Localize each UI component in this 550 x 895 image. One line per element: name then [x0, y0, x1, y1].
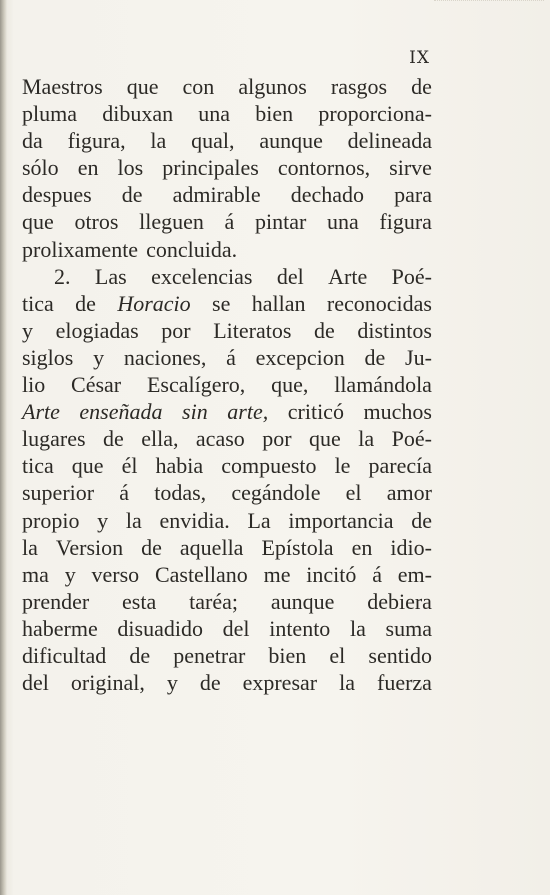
word: me — [263, 561, 291, 587]
word: una — [198, 101, 231, 127]
word: da — [22, 128, 43, 154]
text-line — [22, 208, 432, 235]
word: de — [121, 182, 143, 208]
word: del — [222, 615, 250, 641]
word: y — [64, 561, 76, 587]
word: Literatos — [213, 317, 292, 343]
word: figura — [379, 209, 432, 235]
word: idio- — [390, 534, 432, 560]
word: dechado — [290, 182, 365, 208]
word: distintos — [357, 317, 432, 343]
word: bien — [255, 101, 294, 127]
word: principales — [162, 155, 259, 181]
text-line — [22, 181, 432, 208]
word: taréa; — [189, 588, 238, 614]
word: importancia — [288, 507, 394, 533]
page-edge-mark — [434, 0, 544, 13]
word: parecía — [368, 453, 432, 479]
page-gutter — [0, 0, 7, 895]
word: ma — [22, 561, 49, 587]
text-line — [22, 236, 432, 263]
word: llamándola — [334, 372, 432, 398]
word: prender — [22, 588, 90, 614]
word: criticó — [287, 399, 344, 425]
word: una — [326, 209, 359, 235]
word: reconocidas — [326, 290, 432, 316]
word: la — [358, 426, 375, 452]
word: lleguen — [139, 209, 204, 235]
body-text — [22, 73, 432, 696]
word: incitó — [306, 561, 357, 587]
word: sólo — [22, 155, 59, 181]
word: para — [394, 182, 432, 208]
word: tica — [22, 453, 54, 479]
word: y — [93, 344, 105, 370]
word: intento — [269, 615, 331, 641]
word: con — [182, 74, 215, 99]
word: Ju- — [405, 344, 432, 370]
word: verso — [91, 561, 140, 587]
text-line — [22, 669, 432, 696]
word: en — [77, 155, 99, 181]
text-line — [22, 100, 432, 127]
text-line — [22, 263, 432, 290]
word: de — [364, 344, 386, 370]
word: muchos — [363, 399, 432, 425]
text-line — [22, 452, 432, 479]
text-line — [22, 642, 432, 669]
word: prolixamente — [22, 236, 139, 262]
word: figura, — [67, 128, 126, 154]
word: Castellano — [154, 561, 248, 587]
word: Version — [55, 534, 124, 560]
word: él — [121, 453, 138, 479]
word: penetrar — [173, 642, 246, 668]
word: sirve — [389, 155, 432, 181]
word: haberme — [22, 615, 98, 641]
word: algunos — [238, 74, 307, 99]
word: pluma — [22, 101, 77, 127]
word: excepcion — [255, 344, 345, 370]
word: superior — [22, 480, 95, 506]
text-line — [22, 507, 432, 534]
word: y — [166, 670, 178, 696]
word: la — [22, 534, 38, 560]
text-line — [22, 344, 432, 371]
word: suma — [385, 615, 432, 641]
word: la — [349, 615, 366, 641]
word: contornos, — [277, 155, 371, 181]
word: aquella — [179, 534, 244, 560]
text-line — [22, 73, 432, 100]
word: Maestros — [22, 74, 103, 99]
word: que — [71, 453, 104, 479]
word: de — [141, 534, 162, 560]
word: Las — [94, 263, 127, 289]
word: todas, — [154, 480, 207, 506]
word: 2. — [54, 263, 71, 289]
word: dificultad — [22, 642, 107, 668]
word: rasgos — [330, 74, 388, 99]
word: fuerza — [377, 670, 432, 696]
text-line — [22, 371, 432, 398]
word: le — [334, 453, 351, 479]
word: de — [75, 290, 96, 316]
word: proporciona- — [318, 101, 432, 127]
word: lio — [22, 372, 46, 398]
word: disuadido — [117, 615, 203, 641]
word: la — [339, 670, 355, 696]
word: de — [411, 74, 432, 99]
text-line — [22, 398, 432, 425]
word: á — [224, 209, 235, 235]
word: otros — [74, 209, 119, 235]
word: excelencias — [151, 263, 253, 289]
word: de — [129, 642, 151, 668]
word: pintar — [254, 209, 307, 235]
word: sin — [182, 399, 208, 425]
word: em- — [397, 561, 432, 587]
word: Arte — [328, 263, 368, 289]
word: el — [345, 480, 362, 506]
word: César — [71, 372, 122, 398]
word: ella, — [141, 426, 179, 452]
word: propio — [22, 507, 80, 533]
word: siglos — [22, 344, 74, 370]
text-line — [22, 290, 432, 317]
text-line — [22, 127, 432, 154]
word: tica — [22, 290, 54, 316]
word: Epístola — [261, 534, 334, 560]
word: que — [126, 74, 159, 99]
word: que, — [271, 372, 309, 398]
word: de — [411, 507, 432, 533]
word: á — [119, 480, 130, 506]
word: Poé- — [391, 426, 432, 452]
word: de — [102, 426, 124, 452]
word: arte, — [227, 399, 269, 425]
word: á — [372, 561, 382, 587]
word: qual, — [191, 128, 235, 154]
word: que — [309, 426, 341, 452]
word: de — [199, 670, 221, 696]
word: lugares — [22, 426, 86, 452]
word: de — [314, 317, 335, 343]
word: los — [117, 155, 144, 181]
text-line — [22, 479, 432, 506]
word: Horacio — [117, 290, 191, 316]
text-line — [22, 534, 432, 561]
word: habia — [155, 453, 204, 479]
word: la — [150, 128, 167, 154]
word: la — [125, 507, 142, 533]
word: hallan — [251, 290, 306, 316]
word: por — [161, 317, 191, 343]
word: del — [276, 263, 304, 289]
word: aunque — [270, 588, 335, 614]
word: compuesto — [221, 453, 317, 479]
word: que — [22, 209, 54, 235]
text-line — [22, 154, 432, 181]
word: del — [22, 670, 49, 696]
word: delineada — [347, 128, 432, 154]
word: por — [262, 426, 292, 452]
word: debiera — [367, 588, 432, 614]
text-line — [22, 615, 432, 642]
word: sentido — [368, 642, 432, 668]
text-line — [22, 317, 432, 344]
word: en — [351, 534, 373, 560]
page-number: IX — [409, 48, 430, 68]
word: y — [22, 317, 33, 343]
word: el — [329, 642, 346, 668]
text-line — [22, 588, 432, 615]
word: Escalígero, — [146, 372, 246, 398]
word: acaso — [195, 426, 245, 452]
word: se — [212, 290, 231, 316]
word: amor — [386, 480, 432, 506]
text-line — [22, 425, 432, 452]
word: concluida. — [146, 236, 238, 262]
word: esta — [122, 588, 157, 614]
word: admirable — [172, 182, 261, 208]
word: Poé- — [391, 263, 432, 289]
word: cegándole — [231, 480, 321, 506]
word: envidia. — [159, 507, 230, 533]
word: y — [97, 507, 109, 533]
word: enseñada — [79, 399, 163, 425]
word: naciones, — [123, 344, 207, 370]
word: expresar — [242, 670, 318, 696]
word: La — [247, 507, 271, 533]
word: á — [226, 344, 236, 370]
word: aunque — [259, 128, 323, 154]
word: despues — [22, 182, 92, 208]
word: bien — [268, 642, 307, 668]
word: Arte — [22, 399, 60, 425]
word: original, — [70, 670, 145, 696]
text-line — [22, 561, 432, 588]
word: elogiadas — [55, 317, 139, 343]
word: dibuxan — [102, 101, 174, 127]
